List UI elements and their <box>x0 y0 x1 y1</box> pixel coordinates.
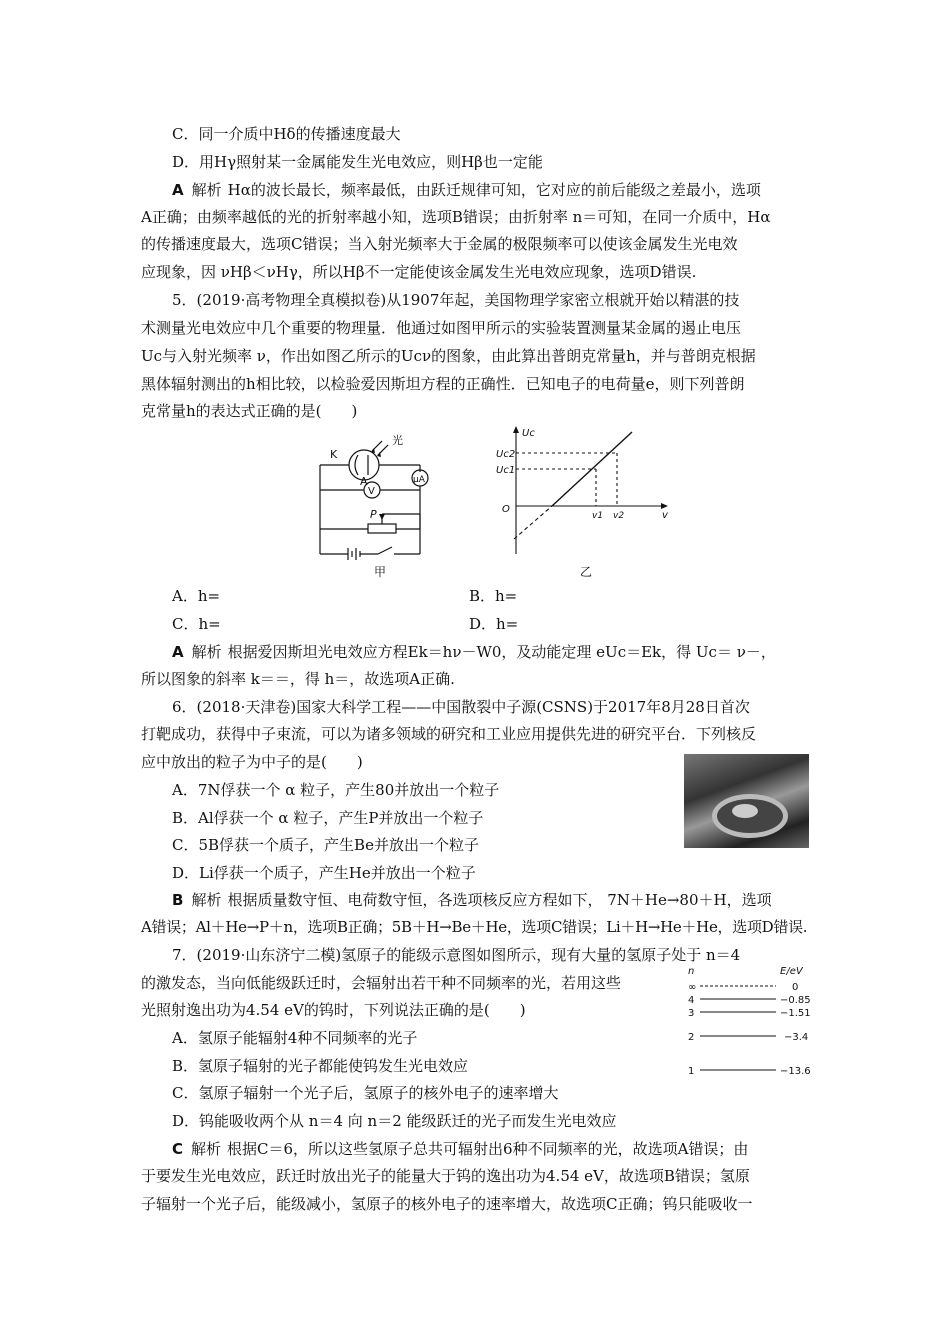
q4-explanation-tag: 解析 <box>191 181 222 199</box>
q4-explanation-line-3: 的传播速度最大，选项C错误；当入射光频率大于金属的极限频率可以使该金属发生光电效 <box>141 235 738 253</box>
level-3-n: 3 <box>688 1008 695 1019</box>
q5-stem-line-2: 术测量光电效应中几个重要的物理量．他通过如图甲所示的实验装置测量某金属的遏止电压 <box>141 319 742 337</box>
q5-option-d: D．h= <box>469 615 519 633</box>
light-label: 光 <box>392 434 403 447</box>
q5-option-b: B．h= <box>469 587 518 605</box>
q5-stem-line-3: Uc与入射光频率 ν，作出如图乙所示的Ucν的图象，由此算出普朗克常量h，并与普朗克根据 <box>141 347 756 365</box>
q4-option-d: D．用Hγ照射某一金属能发生光电效应，则Hβ也一定能 <box>172 153 543 171</box>
level-1-n: 1 <box>688 1066 695 1077</box>
energy-level-diagram <box>684 964 818 1090</box>
circuit-caption: 甲 <box>374 565 387 579</box>
level-inf-n: ∞ <box>688 982 697 993</box>
q5-explanation-line-1: A 解析 根据爱因斯坦光电效应方程Ek＝hν－W0，及动能定理 eUc＝Ek，得 Uc＝ ν－， <box>172 643 776 661</box>
q5-answer: A <box>172 643 184 661</box>
q7-option-c: C．氢原子辐射一个光子后，氢原子的核外电子的速率增大 <box>172 1084 559 1102</box>
level-3-e: −1.51 <box>780 1008 811 1019</box>
q4-option-c: C．同一介质中Hδ的传播速度最大 <box>172 125 401 143</box>
uc2-label: Uc2 <box>496 449 516 460</box>
level-4-e: −0.85 <box>780 995 811 1006</box>
y-axis-label: Uc <box>522 428 535 439</box>
q5-stem-line-4: 黑体辐射测出的h相比较，以检验爱因斯坦方程的正确性．已知电子的电荷量e，则下列普朗 <box>141 375 745 393</box>
q6-option-d: D．Li俘获一个质子，产生He并放出一个粒子 <box>172 864 476 882</box>
csns-photo <box>684 754 809 848</box>
q6-option-c: C．5B俘获一个质子，产生Be并放出一个粒子 <box>172 836 479 854</box>
level-2-e: −3.4 <box>784 1032 809 1043</box>
level-energy-header: E/eV <box>780 966 803 977</box>
q7-stem-line-3: 光照射逸出功为4.54 eV的钨时，下列说法正确的是( ) <box>141 1001 526 1019</box>
q7-stem-line-1: 7．(2019·山东济宁二模)氢原子的能级示意图如图所示，现有大量的氢原子处于 n＝4 <box>172 946 741 964</box>
level-inf-e: 0 <box>792 982 799 993</box>
q7-answer: C <box>172 1140 184 1158</box>
q7-option-b: B．氢原子辐射的光子都能使钨发生光电效应 <box>172 1057 469 1075</box>
level-2-n: 2 <box>688 1032 695 1043</box>
v2-label: v2 <box>613 511 625 521</box>
q6-stem-line-2: 打靶成功，获得中子束流，可以为诸多领域的研究和工业应用提供先进的研究平台．下列核反 <box>141 725 757 743</box>
level-n-header: n <box>688 966 695 977</box>
q7-option-d: D．钨能吸收两个从 n＝4 向 n＝2 能级跃迁的光子而发生光电效应 <box>172 1112 617 1130</box>
level-1-e: −13.6 <box>780 1066 811 1077</box>
x-axis-label: v <box>662 510 668 521</box>
slider-label: P <box>370 508 377 521</box>
q5-explanation-line-2: 所以图象的斜率 k＝＝，得 h＝，故选项A正确. <box>141 670 455 688</box>
graph-caption: 乙 <box>580 565 593 579</box>
q6-stem-line-3: 应中放出的粒子为中子的是( ) <box>141 753 363 771</box>
q4-explanation-line-2: A正确；由频率越低的光的折射率越小知，选项B错误；由折射率 n＝可知，在同一介质中，Hα <box>141 208 771 226</box>
q5-option-c: C．h= <box>172 615 221 633</box>
q7-explanation-line-2: 于要发生光电效应，跃迁时放出光子的能量大于钨的逸出功为4.54 eV，故选项B错误；氢原 <box>141 1167 750 1185</box>
uc1-label: Uc1 <box>496 465 516 476</box>
q7-explanation-line-3: 子辐射一个光子后，能级减小，氢原子的核外电子的速率增大，故选项C正确；钨只能吸收一 <box>141 1195 753 1213</box>
origin-label: O <box>502 504 510 515</box>
q6-answer: B <box>172 891 184 909</box>
q5-option-a: A．h= <box>172 587 221 605</box>
anode-label: A <box>360 475 368 488</box>
q4-explanation-line-4: 应现象，因 νHβ＜νHγ，所以Hβ不一定能使该金属发生光电效应现象，选项D错误. <box>141 263 697 281</box>
voltmeter-label: V <box>368 486 375 497</box>
q6-stem-line-1: 6．(2018·天津卷)国家大科学工程——中国散裂中子源(CSNS)于2017年8月28日首次 <box>172 698 750 716</box>
q7-option-a: A．氢原子能辐射4种不同频率的光子 <box>172 1029 418 1047</box>
q5-explanation-tag: 解析 <box>191 643 222 661</box>
q7-stem-line-2: 的激发态，当向低能级跃迁时，会辐射出若干种不同频率的光，若用这些 <box>141 974 622 992</box>
q6-explanation-line-1: B 解析 根据质量数守恒、电荷数守恒，各选项核反应方程如下， 7N＋He→80＋H，选项 <box>172 891 772 909</box>
level-4-n: 4 <box>688 995 695 1006</box>
v1-label: v1 <box>592 511 604 521</box>
uc-v-graph <box>496 424 676 584</box>
q6-option-b: B．Al俘获一个 α 粒子，产生P并放出一个粒子 <box>172 809 484 827</box>
q7-explanation-tag: 解析 <box>191 1140 222 1158</box>
q7-explanation-line-1: C 解析 根据C＝6，所以这些氢原子总共可辐射出6种不同频率的光，故选项A错误；由 <box>172 1140 749 1158</box>
q6-explanation-line-2: A错误；Al＋He→P＋n，选项B正确；5B＋H→Be＋He，选项C错误；Li＋H→He＋He，选项D错误. <box>141 918 808 936</box>
q5-stem-line-1: 5．(2019·高考物理全真模拟卷)从1907年起，美国物理学家密立根就开始以精湛的技 <box>172 291 740 309</box>
q4-answer: A <box>172 181 184 199</box>
q6-option-a: A．7N俘获一个 α 粒子，产生80并放出一个粒子 <box>172 781 500 799</box>
microammeter-label: μA <box>413 475 425 485</box>
cathode-label: K <box>330 448 338 461</box>
circuit-diagram <box>308 428 448 580</box>
q5-stem-line-5: 克常量h的表达式正确的是( ) <box>141 402 358 420</box>
q6-explanation-tag: 解析 <box>191 891 222 909</box>
q4-explanation-line-1: A 解析 Hα的波长最长，频率最低，由跃迁规律可知，它对应的前后能级之差最小，选项 <box>172 181 761 199</box>
